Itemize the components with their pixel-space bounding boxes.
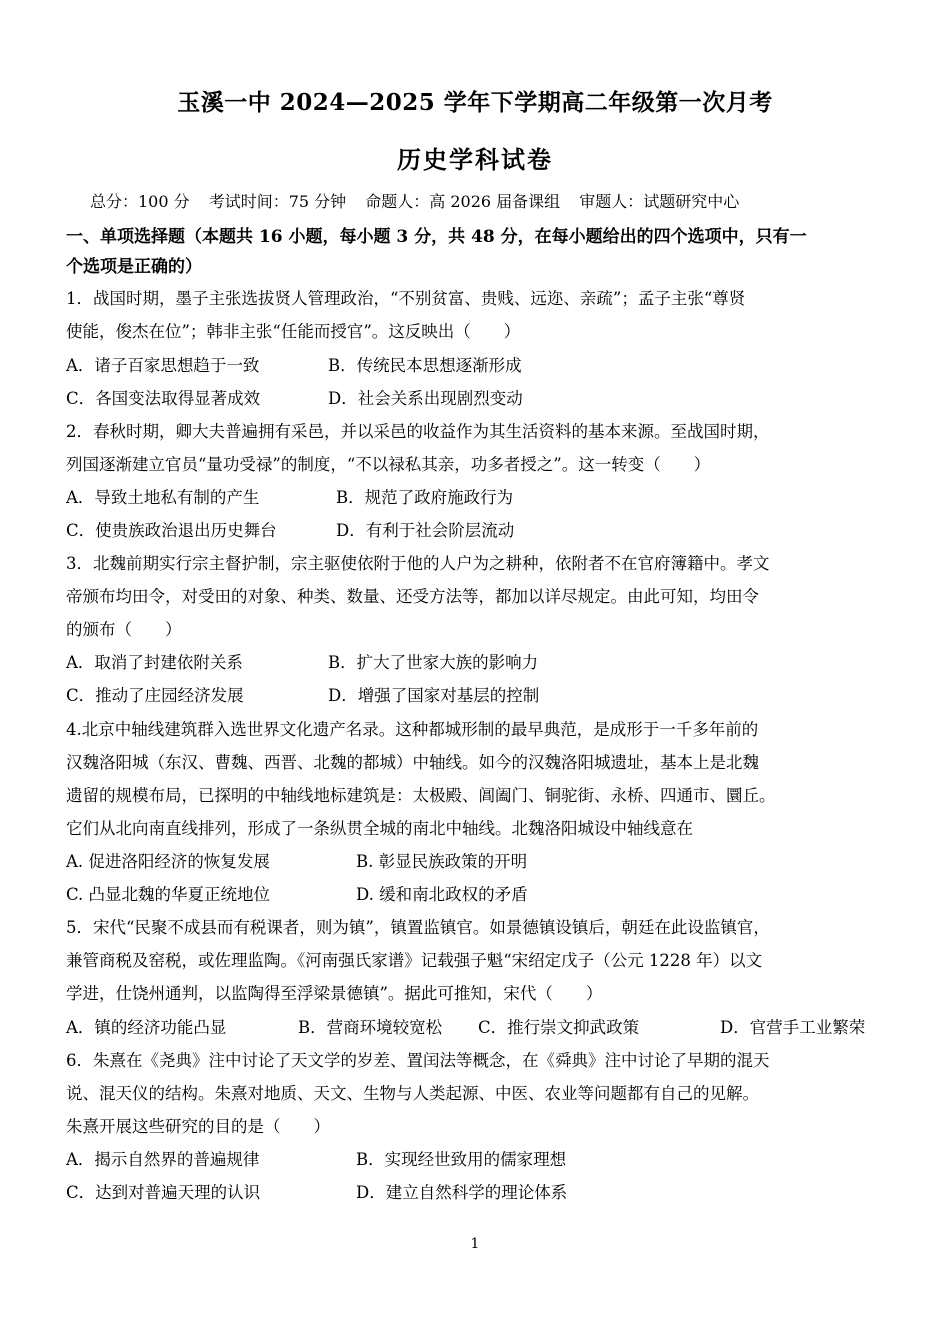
question-5-option-a: A．镇的经济功能凸显 [66, 1018, 227, 1037]
question-3-option-c: C．推动了庄园经济发展 [66, 686, 244, 705]
exam-title: 玉溪一中 2024—2025 学年下学期高二年级第一次月考 [177, 89, 773, 116]
question-5-option-c: C．推行崇文抑武政策 [478, 1018, 640, 1037]
meta-author: 命题人：高 2026 届备课组 [365, 192, 561, 211]
question-2-option-b: B．规范了政府施政行为 [336, 488, 514, 507]
question-4-line-3: 遗留的规模布局，已探明的中轴线地标建筑是：太极殿、阊阖门、铜驼街、永桥、四通市、圜丘。 [66, 786, 776, 805]
question-4-option-a: A. 促进洛阳经济的恢复发展 [66, 852, 270, 871]
meta-time: 考试时间：75 分钟 [208, 192, 347, 211]
question-2-option-a: A．导致土地私有制的产生 [66, 488, 260, 507]
question-4-line-1: 4.北京中轴线建筑群入选世界文化遗产名录。这种都城形制的最早典范，是成形于一千多年前的 [66, 720, 759, 739]
question-4-line-4: 它们从北向南直线排列，形成了一条纵贯全城的南北中轴线。北魏洛阳城设中轴线意在 [66, 819, 693, 838]
meta-reviewer: 审题人：试题研究中心 [579, 192, 740, 211]
question-3-option-b: B．扩大了世家大族的影响力 [328, 653, 539, 672]
section-heading-line-1: 一、单项选择题（本题共 16 小题，每小题 3 分，共 48 分，在每小题给出的四个选项中，只有一 [66, 227, 807, 247]
question-6-line-1: 6．朱熹在《尧典》注中讨论了天文学的岁差、置闰法等概念，在《舜典》注中讨论了早期的混天 [66, 1051, 770, 1070]
question-6-option-c: C．达到对普遍天理的认识 [66, 1183, 261, 1202]
question-6-option-a: A．揭示自然界的普遍规律 [66, 1150, 260, 1169]
question-1-option-c: C．各国变法取得显著成效 [66, 389, 261, 408]
question-2-line-1: 2．春秋时期，卿大夫普遍拥有采邑，并以采邑的收益作为其生活资料的基本来源。至战国时期， [66, 422, 770, 441]
exam-subtitle: 历史学科试卷 [397, 145, 553, 174]
section-heading-line-2: 个选项是正确的） [66, 257, 202, 277]
question-2-option-c: C．使贵族政治退出历史舞台 [66, 521, 277, 540]
question-5-option-b: B．营商环境较宽松 [298, 1018, 443, 1037]
question-5-option-d: D．官营手工业繁荣 [720, 1018, 866, 1037]
question-1-option-d: D．社会关系出现剧烈变动 [328, 389, 523, 408]
question-4-option-b: B. 彰显民族政策的开明 [356, 852, 528, 871]
question-6-line-2: 说、混天仪的结构。朱熹对地质、天文、生物与人类起源、中医、农业等问题都有自己的见解。 [66, 1084, 759, 1103]
question-5-line-2: 兼管商税及窑税，或佐理监陶。《河南强氏家谱》记载强子魁“宋绍定戊子（公元 1228 年）以文 [66, 951, 763, 970]
question-1-option-a: A．诸子百家思想趋于一致 [66, 356, 260, 375]
question-5-line-3: 学进，仕饶州通判，以监陶得至浮梁景德镇”。据此可推知，宋代（ ） [66, 984, 603, 1003]
question-4-line-2: 汉魏洛阳城（东汉、曹魏、西晋、北魏的都城）中轴线。如今的汉魏洛阳城遗址，基本上是北魏 [66, 753, 759, 772]
question-4-option-c: C. 凸显北魏的华夏正统地位 [66, 885, 271, 904]
question-1-line-2: 使能，俊杰在位”；韩非主张“任能而授官”。这反映出（ ） [66, 322, 521, 341]
question-1-option-b: B．传统民本思想逐渐形成 [328, 356, 522, 375]
section-heading [66, 222, 896, 282]
question-3-line-3: 的颁布（ ） [66, 620, 182, 639]
question-6-line-3: 朱熹开展这些研究的目的是（ ） [66, 1117, 330, 1136]
question-3-line-1: 3．北魏前期实行宗主督护制，宗主驱使依附于他的人户为之耕种，依附者不在官府簿籍中。孝文 [66, 554, 770, 573]
question-3-line-2: 帝颁布均田令，对受田的对象、种类、数量、还受方法等，都加以详尽规定。由此可知，均田令 [66, 587, 759, 606]
question-3-option-a: A．取消了封建依附关系 [66, 653, 243, 672]
question-2-option-d: D．有利于社会阶层流动 [336, 521, 515, 540]
question-1-line-1: 1．战国时期，墨子主张选拔贤人管理政治，“不别贫富、贵贱、远迩、亲疏”；孟子主张“尊贤 [66, 289, 746, 308]
question-5-line-1: 5．宋代“民聚不成县而有税课者，则为镇”，镇置监镇官。如景德镇设镇后，朝廷在此设监镇官， [66, 918, 770, 937]
meta-total: 总分：100 分 [90, 192, 190, 211]
question-6-option-d: D．建立自然科学的理论体系 [356, 1183, 568, 1202]
question-6-option-b: B．实现经世致用的儒家理想 [356, 1150, 567, 1169]
question-2-line-2: 列国逐渐建立官员“量功受禄”的制度，“不以禄私其亲，功多者授之”。这一转变（ ） [66, 455, 711, 474]
page-number: 1 [470, 1236, 480, 1252]
question-3-option-d: D．增强了国家对基层的控制 [328, 686, 540, 705]
question-4-option-d: D. 缓和南北政权的矛盾 [356, 885, 528, 904]
exam-meta [90, 189, 930, 212]
